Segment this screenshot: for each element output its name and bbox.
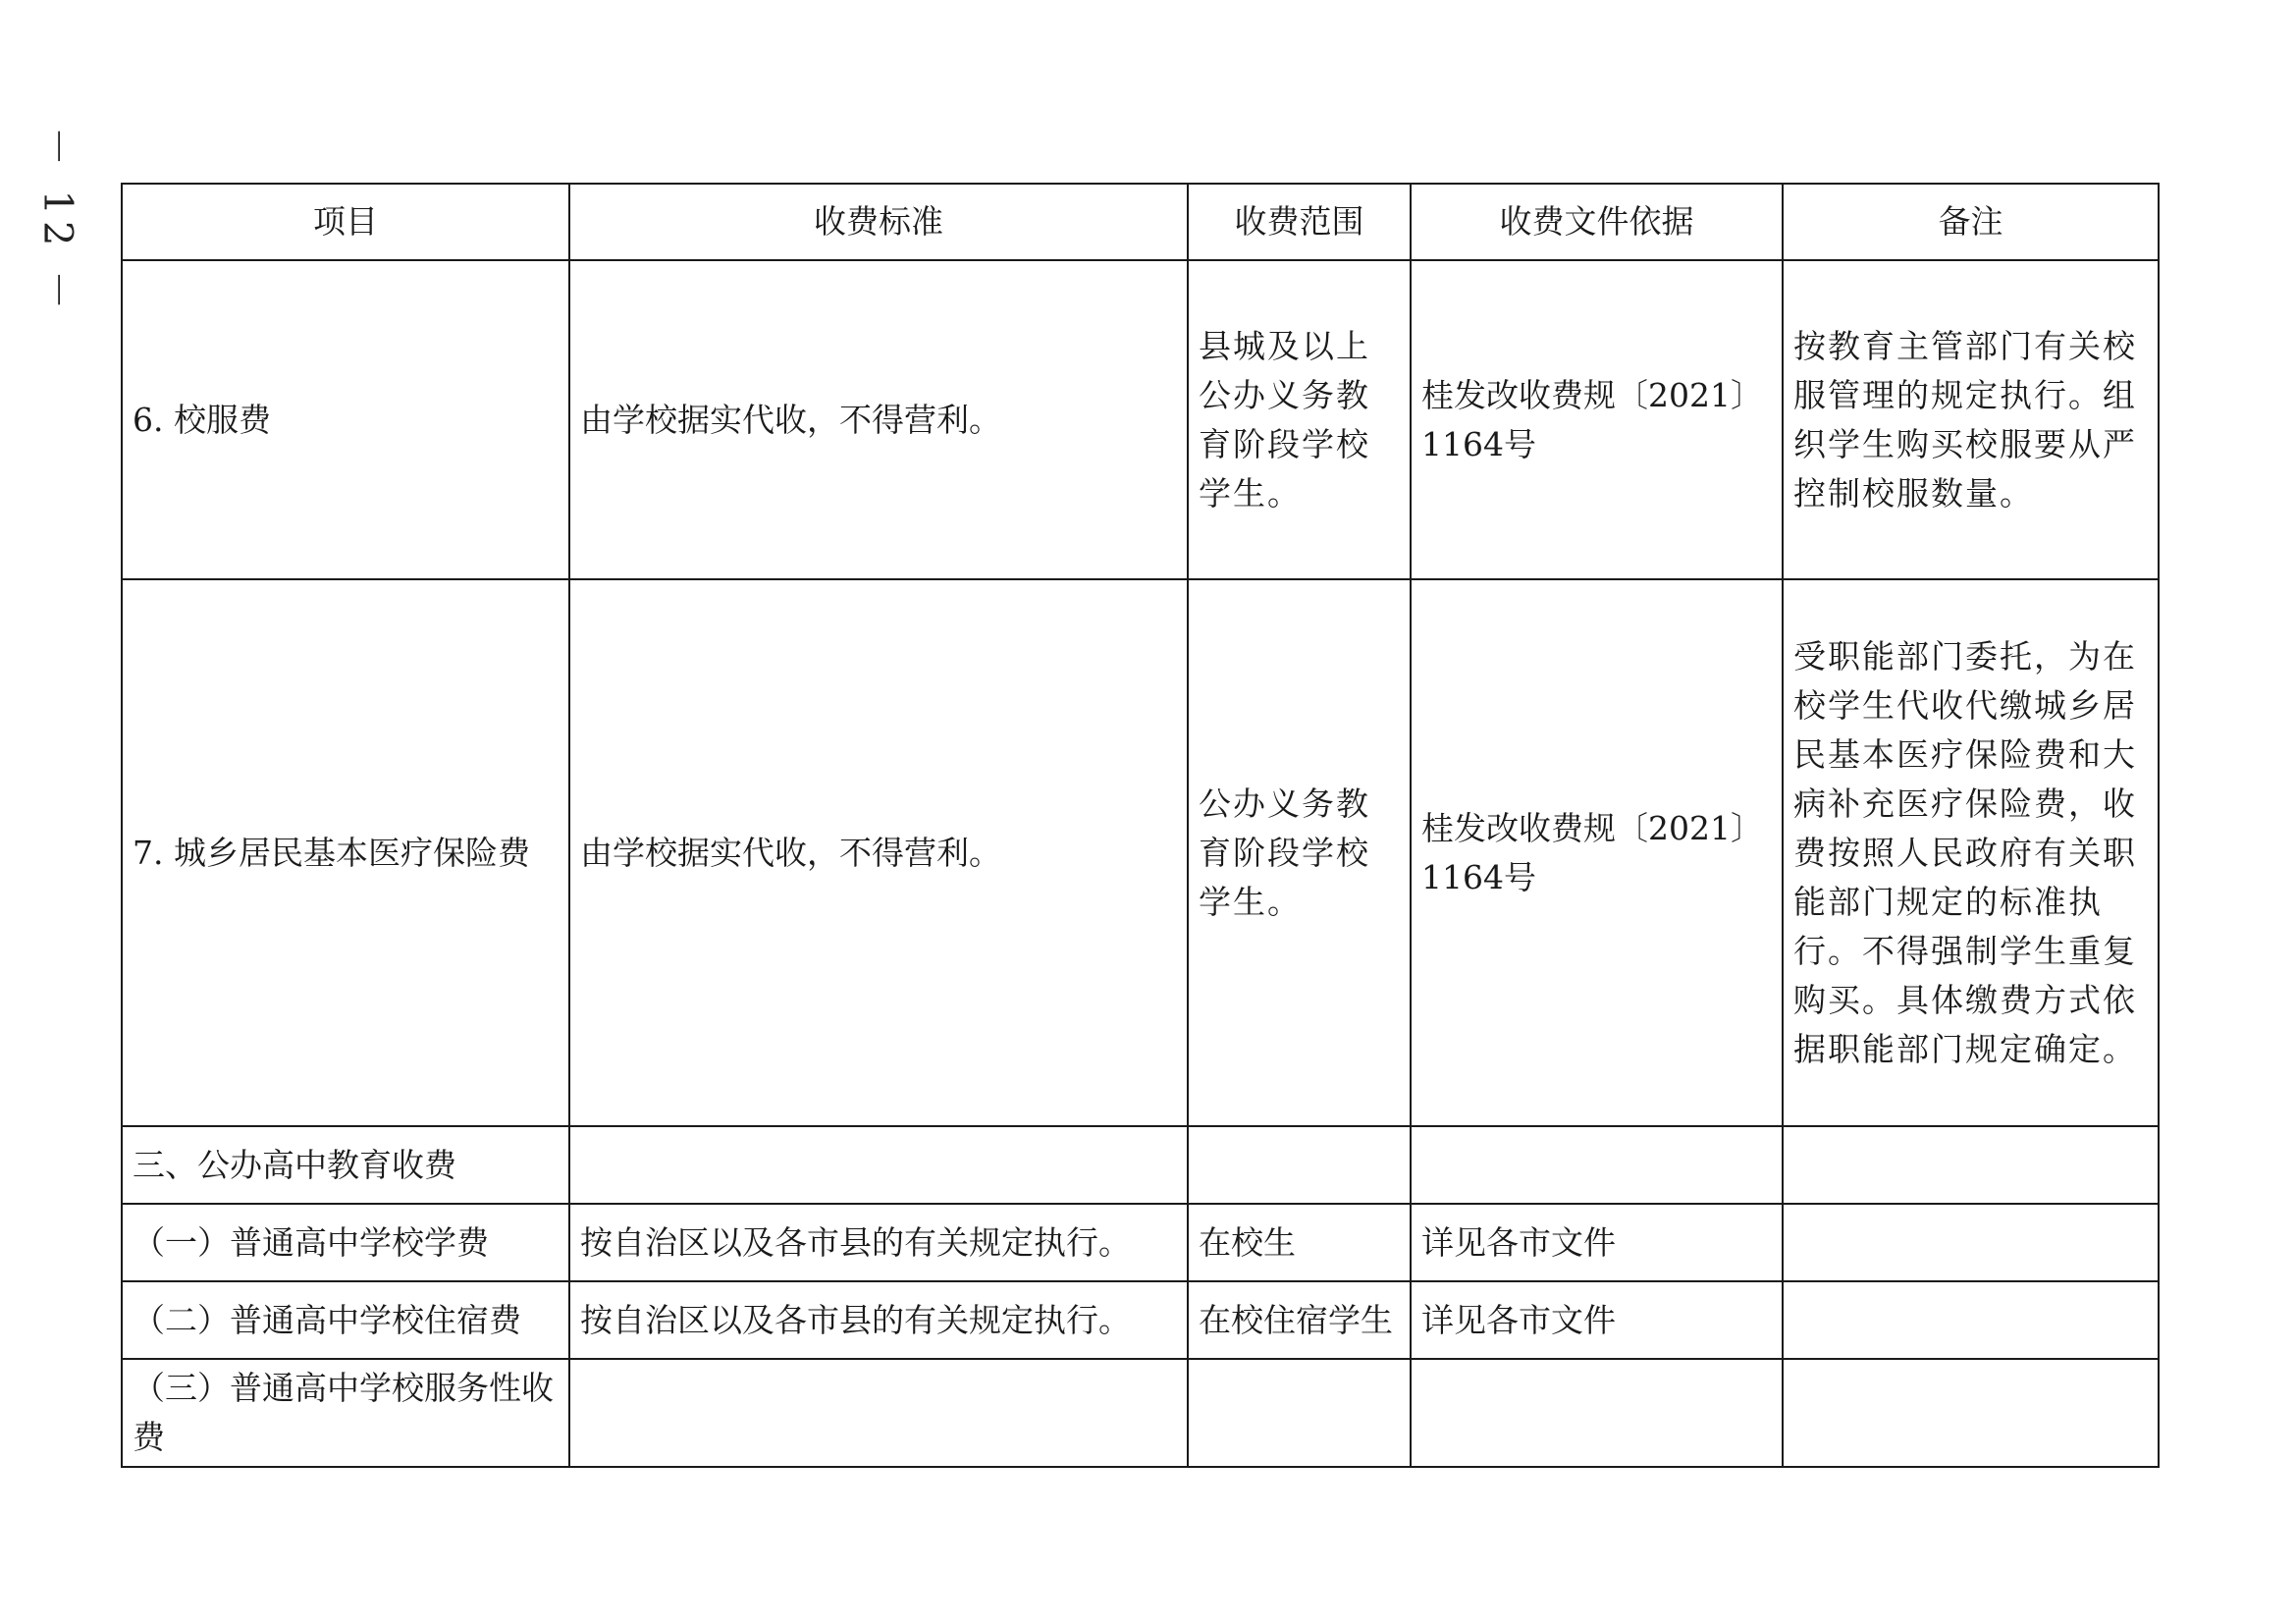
cell-note: [1783, 1281, 2159, 1359]
cell-note: [1783, 1126, 2159, 1204]
cell-scope: 在校生: [1188, 1204, 1411, 1281]
cell-scope: [1188, 1359, 1411, 1467]
cell-basis: [1411, 1359, 1783, 1467]
cell-item: （一）普通高中学校学费: [122, 1204, 569, 1281]
column-header-basis: 收费文件依据: [1411, 184, 1783, 260]
fee-table: [121, 183, 2160, 1468]
section-row: [122, 1126, 2159, 1204]
cell-standard: [569, 1359, 1188, 1467]
cell-scope: 在校住宿学生: [1188, 1281, 1411, 1359]
table-row: [122, 579, 2159, 1126]
page-number: － 12 －: [34, 126, 80, 316]
cell-note: [1783, 1359, 2159, 1467]
table-row: [122, 1359, 2159, 1467]
cell-item: （三）普通高中学校服务性收费: [122, 1359, 569, 1467]
cell-standard: 按自治区以及各市县的有关规定执行。: [569, 1281, 1188, 1359]
cell-scope: 公办义务教育阶段学校学生。: [1188, 579, 1411, 1126]
cell-standard: 由学校据实代收，不得营利。: [569, 579, 1188, 1126]
cell-item: （二）普通高中学校住宿费: [122, 1281, 569, 1359]
cell-standard: 由学校据实代收，不得营利。: [569, 260, 1188, 579]
cell-item: 6. 校服费: [122, 260, 569, 579]
cell-item: 7. 城乡居民基本医疗保险费: [122, 579, 569, 1126]
table-row: [122, 260, 2159, 579]
column-header-note: 备注: [1783, 184, 2159, 260]
cell-note: 受职能部门委托，为在校学生代收代缴城乡居民基本医疗保险费和大病补充医疗保险费，收费按照人民政府有关职能部门规定的标准执行。不得强制学生重复购买。具体缴费方式依据职能部门规定确定。: [1783, 579, 2159, 1126]
table-header-row: [122, 184, 2159, 260]
cell-note: [1783, 1204, 2159, 1281]
cell-standard: [569, 1126, 1188, 1204]
cell-note: 按教育主管部门有关校服管理的规定执行。组织学生购买校服要从严控制校服数量。: [1783, 260, 2159, 579]
cell-basis: [1411, 1126, 1783, 1204]
table-row: [122, 1281, 2159, 1359]
cell-basis: 桂发改收费规〔2021〕1164号: [1411, 260, 1783, 579]
cell-scope: [1188, 1126, 1411, 1204]
cell-basis: 详见各市文件: [1411, 1281, 1783, 1359]
column-header-scope: 收费范围: [1188, 184, 1411, 260]
cell-basis: 详见各市文件: [1411, 1204, 1783, 1281]
cell-section-title: 三、公办高中教育收费: [122, 1126, 569, 1204]
cell-scope: 县城及以上公办义务教育阶段学校学生。: [1188, 260, 1411, 579]
column-header-item: 项目: [122, 184, 569, 260]
cell-standard: 按自治区以及各市县的有关规定执行。: [569, 1204, 1188, 1281]
table-row: [122, 1204, 2159, 1281]
cell-basis: 桂发改收费规〔2021〕1164号: [1411, 579, 1783, 1126]
column-header-standard: 收费标准: [569, 184, 1188, 260]
